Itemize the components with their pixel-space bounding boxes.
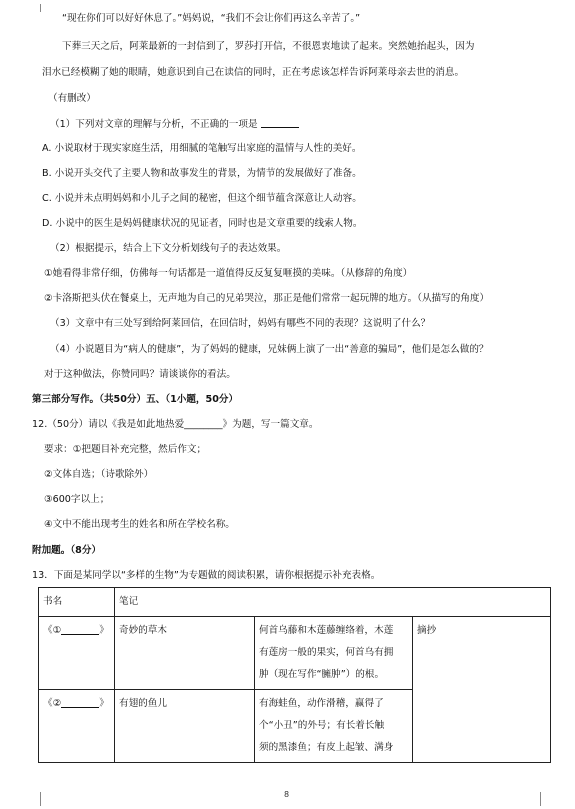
option-c: C. 小说并未点明妈妈和小儿子之间的秘密，但这个细节蕴含深意让人动容。 — [42, 193, 362, 204]
excerpt-cell: 何首乌藤和木莲藤缠络着，木莲 有莲房一般的果实，何首乌有拥 肿（现在写作“臃肿”）的根。 — [255, 617, 413, 690]
option-b: B. 小说开头交代了主要人物和故事发生的背景，为情节的发展做好了准备。 — [42, 168, 362, 179]
table-row — [39, 617, 551, 690]
topic-cell: 有翅的鱼儿 — [115, 690, 255, 763]
question-1: （1）下列对文章的理解与分析，不正确的一项是 — [50, 117, 299, 132]
topic-cell: 奇妙的草木 — [115, 617, 255, 690]
requirement: ④文中不能出现考生的姓名和所在学校名称。 — [44, 519, 235, 530]
crop-mark — [30, 4, 41, 12]
question-12: 12.（50分）请以《我是如此地热爱________》为题，写一篇文章。 — [32, 419, 319, 430]
book-cell: 《① 》 — [39, 617, 115, 690]
excerpt-cell: 有海蛙鱼，动作滑稽，赢得了 个“小丑”的外号；有长着长触 须的黑漆鱼；有皮上起皱、满身 — [255, 690, 413, 763]
question-3: （3）文章中有三处写到给阿莱回信，在回信时，妈妈有哪些不同的表现？这说明了什么？ — [50, 318, 431, 329]
header-book: 书名 — [39, 588, 115, 617]
question-2-part-1: ①她看得非常仔细，仿佛每一句话都是一道值得反反复复咂摸的美味。（从修辞的角度） — [44, 268, 413, 279]
question-2: （2）根据提示，结合上下文分析划线句子的表达效果。 — [50, 243, 287, 254]
page-number: 8 — [284, 790, 290, 799]
bonus-heading: 附加题。（8分） — [32, 545, 102, 556]
requirement: ②文体自选；（诗歌除外） — [44, 469, 154, 480]
reading-table — [38, 587, 551, 763]
requirement: ③600字以上； — [44, 494, 110, 505]
answer-blank — [261, 117, 299, 128]
answer-blank — [61, 623, 99, 635]
source-note: （有删改） — [48, 93, 96, 104]
question-13: 13．下面是某同学以“多样的生物”为专题做的阅读积累，请你根据提示补充表格。 — [32, 570, 381, 581]
crop-mark — [30, 792, 41, 806]
table-header-row — [39, 588, 551, 617]
requirement: 要求：①把题目补充完整，然后作文； — [44, 444, 207, 455]
option-d: D. 小说中的医生是妈妈健康状况的见证者，同时也是文章重要的线索人物。 — [42, 218, 363, 229]
header-note: 笔记 — [115, 588, 551, 617]
crop-mark — [540, 792, 551, 806]
story-line: 泪水已经模糊了她的眼睛，她意识到自己在读信的同时，正在考虑该怎样告诉阿莱母亲去世的消息。 — [42, 67, 465, 78]
question-4: （4）小说题目为“病人的健康”，为了妈妈的健康，兄妹俩上演了一出“善意的骗局”，他们是怎么做的？ — [50, 344, 489, 355]
story-line: 下葬三天之后，阿莱最新的一封信到了，罗莎打开信，不很恩衷地读了起来。突然她抬起头，因为 — [62, 41, 475, 52]
question-4-cont: 对于这种做法，你赞同吗？请谈谈你的看法。 — [44, 369, 236, 380]
answer-blank — [61, 696, 99, 708]
option-a: A. 小说取材于现实家庭生活，用细腻的笔触写出家庭的温情与人性的美好。 — [42, 143, 362, 154]
type-cell: 摘抄 — [413, 617, 551, 763]
question-2-part-2: ②卡洛斯把头伏在餐桌上，无声地为自己的兄弟哭泣，那正是他们常常一起玩牌的地方。（从描写的角度） — [44, 293, 490, 304]
section-heading: 第三部分写作。（共50分）五、（1小题，50分） — [32, 394, 239, 405]
book-cell: 《② 》 — [39, 690, 115, 763]
story-line: “现在你们可以好好休息了。”妈妈说，“我们不会让你们再这么辛苦了。” — [62, 13, 361, 24]
